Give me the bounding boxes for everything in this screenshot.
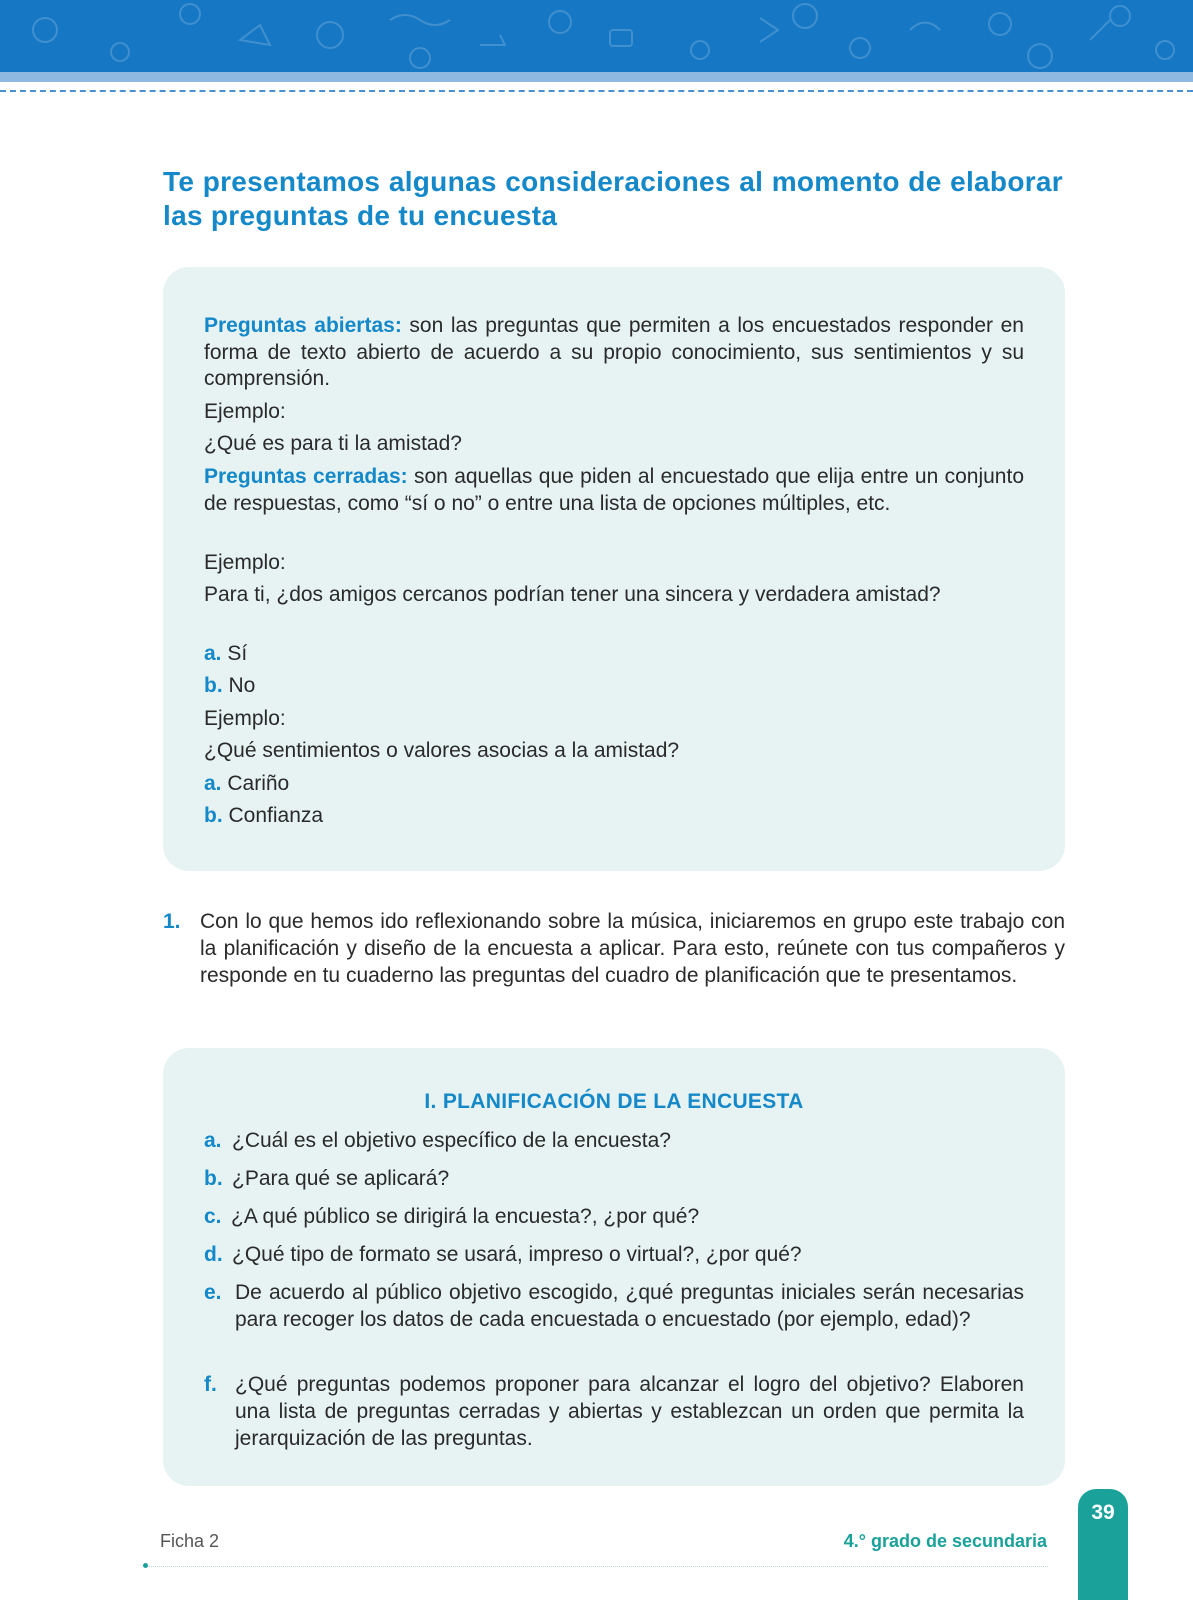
question-label: c. [204,1205,222,1228]
section-title: Te presentamos algunas consideraciones al momento de elaborar las preguntas de tu encuesta [163,166,1063,231]
open-questions-label: Preguntas abiertas: [204,314,402,337]
header-dashed-divider [0,90,1193,92]
question-text: ¿Para qué se aplicará? [232,1167,450,1190]
option-text: Sí [221,642,248,665]
question-text: ¿Cuál es el objetivo específico de la encuesta? [232,1129,671,1152]
question-text: ¿A qué público se dirigirá la encuesta?, ¿por qué? [231,1205,700,1228]
question-text: De acuerdo al público objetivo escogido, ¿qué preguntas iniciales serán necesarias para recoger los datos de cada encuestada o encuestado (por ejemplo, edad)? [235,1281,1024,1331]
question-label: b. [204,1167,223,1190]
question-label: a. [204,1129,222,1152]
planning-title: I. PLANIFICACIÓN DE LA ENCUESTA [424,1090,804,1113]
example-question-2: Para ti, ¿dos amigos cercanos podrían tener una sincera y verdadera amistad? [204,583,941,606]
option-text: Cariño [221,772,290,795]
question-text: ¿Qué tipo de formato se usará, impreso o virtual?, ¿por qué? [232,1243,802,1266]
option-item [204,771,1024,798]
planning-question [204,1165,1024,1192]
option-label: b. [204,674,223,697]
example-label: Ejemplo: [204,551,286,574]
page-number: 39 [1091,1501,1115,1524]
closed-questions-paragraph [204,464,1024,517]
activity-number: 1. [163,910,181,933]
closed-questions-label: Preguntas cerradas: [204,465,408,488]
question-label: d. [204,1243,223,1266]
footer-grade-label: 4.° grado de secundaria [843,1531,1047,1551]
planning-question [204,1127,1024,1154]
option-label: b. [204,804,223,827]
question-text: ¿Qué preguntas podemos proponer para alcanzar el logro del objetivo? Elaboren una lista de preguntas cerradas y abiertas y establezcan un orden que permita la jerarquización de las preguntas. [235,1373,1024,1450]
option-label: a. [204,642,222,665]
planning-question [204,1371,1024,1452]
example-question-3: ¿Qué sentimientos o valores asocias a la amistad? [204,739,680,762]
option-text: Confianza [222,804,324,827]
header-stripe [0,72,1193,82]
planning-question [204,1279,1024,1333]
header-banner [0,0,1193,72]
planning-question [204,1203,1024,1230]
option-text: No [222,674,256,697]
question-label: f. [204,1373,217,1396]
example-question-1: ¿Qué es para ti la amistad? [204,432,462,455]
footer-divider [146,1566,1048,1567]
example-label: Ejemplo: [204,707,286,730]
option-item [204,673,1024,700]
option-label: a. [204,772,222,795]
footer-unit-label: Ficha 2 [160,1531,220,1551]
page-number-tab [1078,1489,1128,1600]
activity-text: Con lo que hemos ido reflexionando sobre la música, iniciaremos en grupo este trabajo con la planificación y diseño de la encuesta a aplicar. Para esto, reúnete con tus compañeros y responde en tu cuaderno las preguntas del cuadro de planificación que te presentamos. [200,910,1065,987]
question-label: e. [204,1281,222,1304]
banner-doodles-icon [0,0,1193,72]
option-item [204,803,1024,830]
closed-questions-text: son aquellas que piden al encuestado que elija entre un conjunto de respuestas, como “sí o no” o entre una lista de opciones múltiples, etc. [204,465,1024,515]
option-item [204,641,1024,668]
planning-question [204,1241,1024,1268]
open-questions-paragraph [204,313,1024,393]
footer-dot-icon [143,1563,148,1568]
open-questions-text: son las preguntas que permiten a los encuestados responder en forma de texto abierto de acuerdo a su propio conocimiento, sus sentimientos y su comprensión. [204,314,1024,390]
example-label: Ejemplo: [204,400,286,423]
